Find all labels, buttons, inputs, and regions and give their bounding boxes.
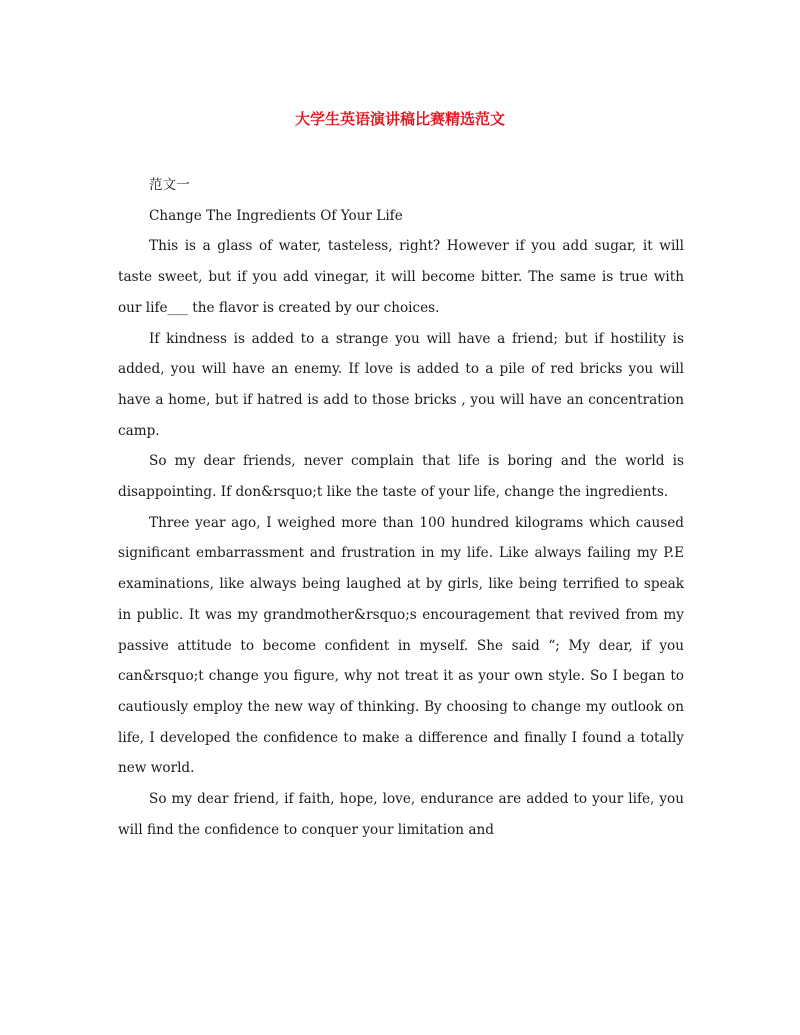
speech-title: Change The Ingredients Of Your Life xyxy=(149,207,403,224)
paragraph-5: So my dear friend, if faith, hope, love, endurance are added to your life, you will find the confidence to conquer your limitation and xyxy=(118,791,684,838)
paragraph-4: Three year ago, I weighed more than 100 hundred kilograms which caused significant embarrassment and frustration in my life. Like always failing my P.E examinations, like always being laughed at by girls, like being terrified to speak in public. It was my grandmother&rsquo;s encouragement that revived from my passive attitude to become confident in myself. She said “; My dear, if you can&rsquo;t change you figure, why not treat it as your own style. So I began to cautiously employ the new way of thinking. By choosing to change my outlook on life, I developed the confidence to make a difference and finally I found a totally new world. xyxy=(118,514,684,777)
paragraph-2: If kindness is added to a strange you will have a friend; but if hostility is added, you will have an enemy. If love is added to a pile of red bricks you will have a home, but if hatred is add to those bricks , you will have an concentration camp. xyxy=(118,330,684,439)
document-title: 大学生英语演讲稿比赛精选范文 xyxy=(294,110,505,128)
section-label: 范文一 xyxy=(149,177,190,193)
document-body xyxy=(118,170,684,845)
paragraph-1: This is a glass of water, tasteless, right? However if you add sugar, it will taste sweet, but if you add vinegar, it will become bitter. The same is true with our life___ the flavor is created by our choices. xyxy=(118,238,684,316)
paragraph-3: So my dear friends, never complain that life is boring and the world is disappointing. If don&rsquo;t like the taste of your life, change the ingredients. xyxy=(118,453,684,501)
